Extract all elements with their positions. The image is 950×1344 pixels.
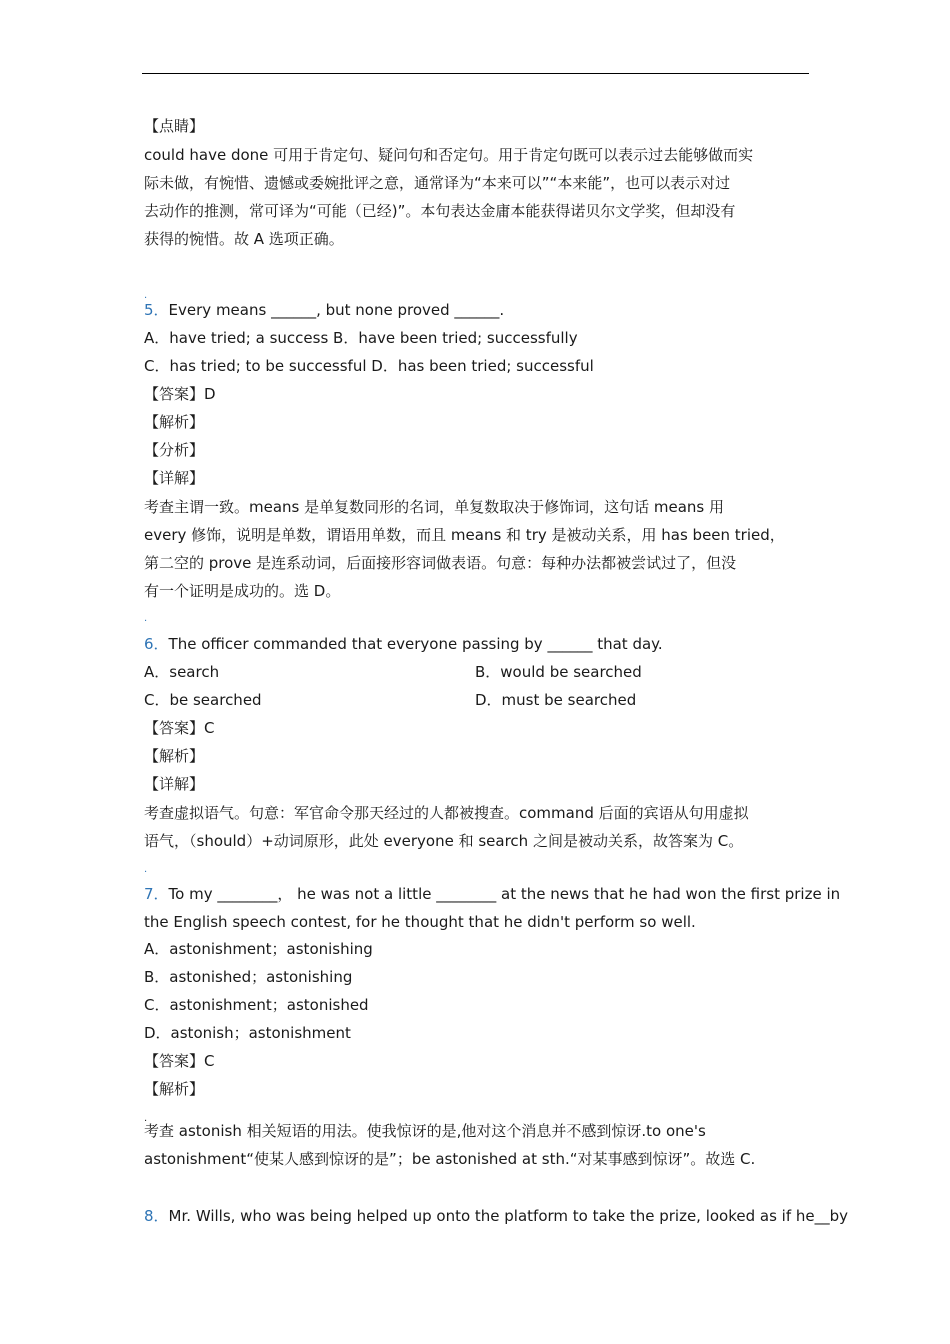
question-text: Mr. Wills, who was being helped up onto the platform to take the prize, looked as if he xyxy=(168,1207,815,1225)
question-5-stem xyxy=(144,300,504,320)
explanation-line: 考查虚拟语气。句意：军官命令那天经过的人都被搜查。command 后面的宾语从句用虚拟 xyxy=(144,804,749,822)
intro-line: 获得的惋惜。故 A 选项正确。 xyxy=(144,230,344,248)
question-7-stem xyxy=(144,884,840,904)
answer-blank: __ xyxy=(814,1207,830,1225)
explanation-line: 第二空的 prove 是连系动词，后面接形容词做表语。句意：每种办法都被尝试过了，但没 xyxy=(144,554,737,572)
question-number: 7． xyxy=(144,885,169,903)
option-b: B．would be searched xyxy=(475,663,642,681)
option-c: C．be searched xyxy=(144,691,262,709)
question-text-tail: by xyxy=(829,1207,849,1225)
explanation-line: astonishment“使某人感到惊讶的是”；be astonished at sth.“对某事感到惊讶”。故选 C. xyxy=(144,1150,756,1168)
explanation-line: 有一个证明是成功的。选 D。 xyxy=(144,582,341,600)
question-5-options-ab: A．have tried; a success B．have been tried; successfully xyxy=(144,329,578,347)
option-a: A．astonishment；astonishing xyxy=(144,940,373,958)
option-a: A．search xyxy=(144,663,220,681)
question-text: Every means ______, but none proved ______. xyxy=(168,301,505,319)
explanation-line: 考查主谓一致。means 是单复数同形的名词，单复数取决于修饰词，这句话 means 用 xyxy=(144,498,725,516)
option-c: C．astonishment；astonished xyxy=(144,996,369,1014)
question-number: 6． xyxy=(144,635,169,653)
answer-label: 【答案】C xyxy=(144,1052,215,1070)
fenxi-label: 【分析】 xyxy=(144,441,205,459)
question-marker: . xyxy=(144,864,148,875)
option-b: B．astonished；astonishing xyxy=(144,968,353,986)
header-rule xyxy=(142,73,809,74)
question-6-stem xyxy=(144,634,663,654)
explanation-line: 语气，（should）+动词原形，此处 everyone 和 search 之间是被动关系，故答案为 C。 xyxy=(144,832,744,850)
intro-line: 际未做，有惋惜、遗憾或委婉批评之意，通常译为“本来可以”“本来能”，也可以表示对过 xyxy=(144,174,731,192)
question-text: The officer commanded that everyone passing by ______ that day. xyxy=(168,635,663,653)
intro-heading: 【点睛】 xyxy=(144,117,205,135)
question-text: To my ________， he was not a little ________ at the news that he had won the first prize in xyxy=(168,885,841,903)
question-5-options-cd: C．has tried; to be successful D．has been tried; successful xyxy=(144,357,594,375)
question-7-stem-cont: the English speech contest, for he thought that he didn't perform so well. xyxy=(144,913,696,931)
option-d: D．must be searched xyxy=(475,691,637,709)
question-marker: . xyxy=(144,1113,148,1124)
jiexi-label: 【解析】 xyxy=(144,747,205,765)
intro-line: could have done 可用于肯定句、疑问句和否定句。用于肯定句既可以表示过去能够做而实 xyxy=(144,146,754,164)
xiangjie-label: 【详解】 xyxy=(144,469,205,487)
question-8-stem xyxy=(144,1206,848,1226)
question-number: 5． xyxy=(144,301,169,319)
jiexi-label: 【解析】 xyxy=(144,413,205,431)
jiexi-label: 【解析】 xyxy=(144,1080,205,1098)
xiangjie-label: 【详解】 xyxy=(144,775,205,793)
question-marker: . xyxy=(144,613,148,624)
question-number: 8． xyxy=(144,1207,169,1225)
intro-line: 去动作的推测，常可译为“可能（已经)”。本句表达金庸本能获得诺贝尔文学奖，但却没有 xyxy=(144,202,736,220)
option-d: D．astonish；astonishment xyxy=(144,1024,351,1042)
answer-label: 【答案】C xyxy=(144,719,215,737)
answer-label: 【答案】D xyxy=(144,385,216,403)
explanation-line: 考查 astonish 相关短语的用法。使我惊讶的是,他对这个消息并不感到惊讶.to one's xyxy=(144,1122,706,1140)
explanation-line: every 修饰，说明是单数，谓语用单数，而且 means 和 try 是被动关系，用 has been tried， xyxy=(144,526,785,544)
question-marker: . xyxy=(144,290,148,301)
